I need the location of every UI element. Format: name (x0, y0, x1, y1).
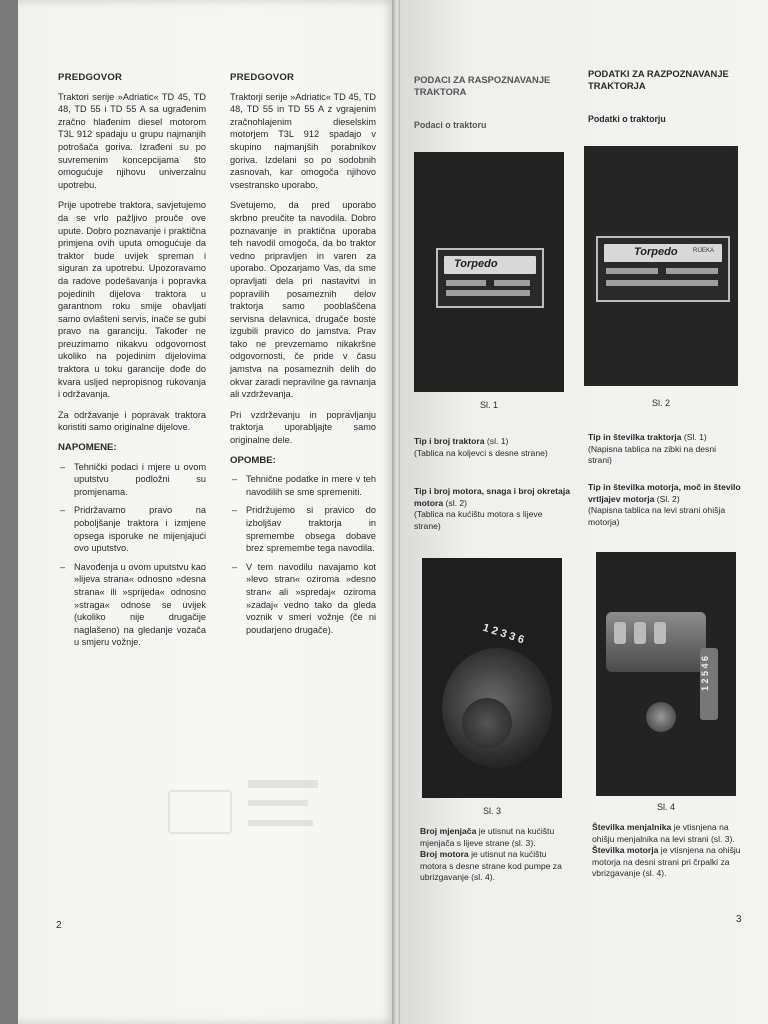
fig2-caption-sl: Tip in številka motorja, moč in število vrtljajev motorja (Sl. 2) (Napisna tablica na levi strani ohišja motorja) (588, 482, 741, 527)
plate-city: RIJEKA (692, 248, 714, 254)
note-item: – Pridržavamo pravo na poboljšanje traktora i izmjene opsega isporuke ne mijenjajući ovo uputstvo. (58, 504, 206, 554)
notes-heading-hr: NAPOMENE: (58, 442, 117, 454)
type-plate (596, 236, 730, 302)
note-item: – Tehnične podatke in mere v teh navodilih se sme spremeniti. (230, 473, 376, 498)
left-page (18, 0, 396, 1024)
type-plate (436, 248, 544, 308)
faded-watermark (168, 780, 318, 860)
figure-label-sl1: Sl. 1 (479, 400, 498, 410)
stamped-engine-number: 1 2 5 4 6 (700, 656, 710, 692)
notes-heading-sl: OPOMBE: (230, 454, 276, 466)
photo-sl3-gearbox-number (422, 558, 562, 798)
id-heading-sl: PODATKI ZA RAZPOZNAVANJE TRAKTORJA (588, 68, 729, 91)
id-heading-hr: PODACI ZA RASPOZNAVANJE TRAKTORA (414, 74, 551, 97)
note-item: – Pridržujemo si pravico do izboljšav traktorja in spremembe obsega dobave brez spremembe tega navodila. (230, 504, 376, 554)
torpedo-logo: Torpedo (634, 246, 678, 258)
figure-label-sl2: Sl. 2 (651, 398, 670, 408)
note-item: – Tehnički podaci i mjere u ovom uputstvu podložni su promjenama. (58, 461, 206, 499)
preface-para-2-sl: Svetujemo, da pred uporabo skrbno preučite ta navodila. Dobro poznavanje in praktična uporaba teh navodil omogoča, da bo traktor vedno pripravljen in varen za uporabo. Opozarjamo Vas, da sme opravljati dela pri nastavitvi in popravilih posameznih delov traktorja samo pooblaščena servisna delavnica, drugače boste izgubili pravico do jamstva. Prav tako ne prevzemamo nikakršne odgovornosti, če pride v času jamstva na posameznih delih do okvar zaradi nepravilne ga ravnanja ali vzdrževanja. (230, 200, 376, 400)
notes-list-sl (230, 473, 376, 636)
figure-label-sl3: Sl. 3 (482, 806, 501, 816)
figure-label-sl4: Sl. 4 (656, 802, 675, 812)
notes-list-hr (58, 461, 206, 649)
scan-edge (0, 0, 18, 1024)
fig2-caption-hr: Tip i broj motora, snaga i broj okretaja motora (sl. 2) (Tablica na kućištu motora s lijeve strane) (414, 486, 570, 531)
note-item: – Navođenja u ovom uputstvu kao »lijeva strana« odnosno »desna strana« ili »sprijeda« odnosno »straga« odnose se uvijek (ukoliko nije drugačije naglašeno) na gledanje vozača u smjeru vožnje. (58, 561, 206, 649)
left-col-croatian (58, 72, 206, 655)
preface-para-1-hr: Traktori serije »Adriatic« TD 45, TD 48, TD 55 i TD 55 A sa ugrađenim zračno hlađenim diesel motorom T3L 912 spadaju u grupu najmanjih potrošača goriva. Izrađeni su po suvremenim koncepcijama što omogućuje njihovu univerzalnu upotrebu. (58, 91, 206, 190)
fig1-caption-hr: Tip i broj traktora (sl. 1) (Tablica na koljevci s desne strane) (414, 436, 548, 458)
right-page (400, 0, 768, 1024)
photo-sl1-tractor-plate (414, 152, 564, 392)
fig1-caption-sl: Tip in številka traktorja (Sl. 1) (Napisna tablica na zibki na desni strani) (588, 432, 717, 465)
left-col-slovenian (230, 72, 376, 642)
photo-sl4-engine-number (596, 552, 736, 796)
preface-para-1-sl: Traktorji serije »Adriatic« TD 45, TD 48, TD 55 in TD 55 A z vgrajenim zračnohlajenim dieselskim motorjem T3L 912 spadajo v skupino najmanjših porabnikov goriva. Izdelani so po sodobnih zasnovah, kar omogoča njihovo vsestransko uporabo. (230, 91, 376, 190)
page-number-right: 3 (736, 914, 742, 925)
preface-heading-sl: PREDGOVOR (230, 72, 295, 83)
fig3-caption-hr: Broj mjenjača je utisnut na kućištu mjenjača s lijeve strane (sl. 3). Broj motora je utisnut na kućištu motora s desne strane kod pumpe za ubrizgavanje (sl. 4). (420, 826, 562, 882)
page-number-left: 2 (56, 920, 62, 931)
preface-para-2-hr: Prije upotrebe traktora, savjetujemo da se vrlo pažljivo prouče ove upute. Dobro poznavanje i praktična primjena ovih uputa omogućuje da traktor bude uvijek spreman i siguran za upotrebu. Upozoravamo da radove podešavanja i popravka pojedinih dijelova traktora u garantnom roku smije obavljati samo ovlašteni servis, inače se gubi pravo na garanciju. Također ne preuzimamo nikakvu odgovornost ukoliko na pojedinim dijelovima traktora u toku garancije dođe do kvara usljed nepropisnog rukovanja i održavanja. (58, 200, 206, 400)
preface-para-3-hr: Za održavanje i popravak traktora koristiti samo originalne dijelove. (58, 409, 206, 433)
stamped-gearbox-number: 1 2 3 3 6 (481, 621, 526, 647)
tractor-data-subheading-sl: Podatki o traktorju (588, 114, 666, 124)
note-item: – V tem navodilu navajamo kot »levo stran« oziroma »desno stran« ali »spredaj« oziroma »zadaj« vedno tako da gleda voznik v smeri vožnje (če ni poudarjeno drugače). (230, 561, 376, 637)
tractor-data-subheading-hr: Podaci o traktoru (414, 120, 487, 130)
torpedo-logo: Torpedo (454, 258, 498, 270)
fig4-caption-sl: Številka menjalnika je vtisnjena na ohišju menjalnika na levi strani (sl. 3). Številka motorja je vtisnjena na ohišju motorja na desni strani pri črpalki za vbrizgavanje (sl. 4). (592, 822, 741, 878)
photo-sl2-engine-plate (584, 146, 738, 386)
preface-para-3-sl: Pri vzdrževanju in popravljanju traktorja uporabljajte samo originalne dele. (230, 409, 376, 446)
preface-heading-hr: PREDGOVOR (58, 72, 123, 83)
